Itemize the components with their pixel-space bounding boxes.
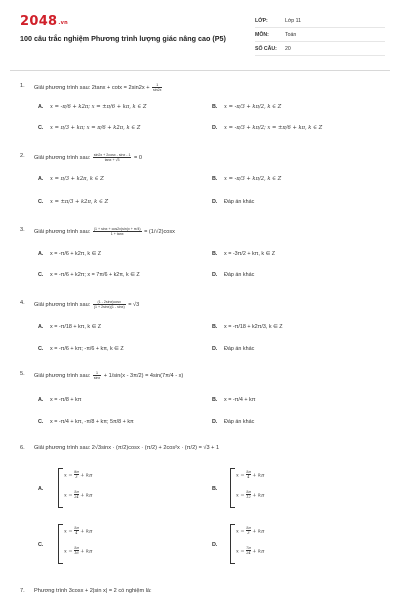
option-letter: C.: [38, 199, 44, 205]
question-prefix: Giải phương trình sau:: [34, 154, 91, 161]
fraction: [93, 300, 126, 309]
frac-num: 5π: [246, 470, 251, 474]
option-letter: A.: [38, 104, 44, 110]
meta-value: Lớp 11: [285, 18, 301, 24]
option-d[interactable]: [212, 199, 254, 205]
meta-row-count: [255, 44, 385, 56]
option-d[interactable]: [212, 272, 254, 278]
option-text: x = -3π/2 + kπ, k ∈ Z: [224, 251, 276, 257]
option-c-letter[interactable]: [38, 542, 50, 548]
option-text: x = -π/6 + k2π; x = ±π/6 + kπ, k ∈ Z: [50, 104, 147, 110]
option-c[interactable]: [38, 419, 134, 425]
option-letter: A.: [38, 251, 44, 257]
frac-den: 16: [74, 551, 79, 556]
question-suffix: = √3: [128, 301, 140, 308]
rhs: + kπ: [252, 528, 265, 535]
option-text: x = -π/18 + kπ, k ∈ Z: [50, 324, 102, 330]
lhs: x =: [64, 548, 73, 555]
fraction: [93, 153, 132, 162]
frac-den: 4: [247, 475, 250, 480]
option-text: x = -π/4 + kπ, -π/8 + kπ; 5π/8 + kπ: [50, 419, 134, 425]
option-text: Đáp án khác: [224, 272, 255, 278]
question-text: [34, 300, 139, 309]
question-prefix: Giải phương trình sau:: [34, 372, 91, 379]
option-letter: C.: [38, 419, 44, 425]
solution-line: [64, 470, 92, 480]
option-text: x = -π/8 + kπ: [50, 397, 82, 403]
lhs: x =: [236, 528, 245, 535]
option-c[interactable]: [38, 125, 140, 131]
option-text: x = ±π/3 + k2π, k ∈ Z: [50, 199, 109, 205]
option-a[interactable]: [38, 251, 101, 257]
question-text: [34, 83, 163, 92]
fraction-numerator: 1: [93, 371, 101, 376]
option-a-letter[interactable]: [38, 486, 50, 492]
option-b[interactable]: [212, 104, 281, 110]
option-letter: B.: [212, 251, 218, 257]
rhs: + kπ: [80, 528, 93, 535]
solution-line: [64, 490, 92, 500]
bracket: [230, 468, 235, 508]
bracket: [58, 524, 63, 564]
option-a[interactable]: [38, 324, 101, 330]
option-d[interactable]: [212, 346, 254, 352]
frac-num: 8π: [74, 470, 79, 474]
frac-num: 5π: [74, 490, 79, 494]
question-number: 3.: [20, 227, 25, 233]
frac-den: 4: [75, 531, 78, 536]
fraction-denominator: sin2x: [153, 88, 162, 92]
option-letter: A.: [38, 324, 44, 330]
frac-den: 3: [75, 475, 78, 480]
lhs: x =: [236, 492, 245, 499]
fraction: [93, 227, 142, 236]
question-text: Phương trình 3cosx + 2|sin x| = 2 có nghiệm là:: [34, 588, 152, 594]
option-b[interactable]: [212, 397, 255, 403]
question-prefix: Giải phương trình sau:: [34, 228, 91, 235]
option-letter: C.: [38, 125, 44, 131]
meta-value: 20: [285, 46, 291, 52]
frac-den: 24: [246, 551, 251, 556]
option-letter: B.: [212, 397, 218, 403]
option-text: x = π/3 + kπ; x = π/6 + k2π, k ∈ Z: [50, 125, 141, 131]
lhs: x =: [236, 472, 245, 479]
frac-num: 7π: [246, 546, 251, 550]
header-divider: [10, 70, 390, 71]
rhs: + kπ: [80, 472, 93, 479]
fraction-numerator: sin2x + 2cosx - sinx - 1: [93, 153, 131, 157]
lhs: x =: [64, 528, 73, 535]
question-number: 4.: [20, 300, 25, 306]
option-text: x = -π/6 + k2π, k ∈ Z: [50, 251, 102, 257]
option-letter: A.: [38, 176, 44, 182]
frac-num: 5π: [246, 490, 251, 494]
question-suffix: = (1/√2)cosx: [144, 228, 175, 235]
logo-suffix: .vn: [58, 20, 69, 26]
option-a[interactable]: [38, 397, 81, 403]
lhs: x =: [64, 492, 73, 499]
option-a[interactable]: [38, 176, 104, 182]
solution-line: [236, 546, 264, 556]
option-d[interactable]: [212, 419, 254, 425]
option-text: x = -π/3 + kπ/2, k ∈ Z: [224, 104, 282, 110]
option-text: x = -π/4 + kπ: [224, 397, 256, 403]
option-c-system[interactable]: [58, 524, 118, 564]
option-letter: B.: [212, 176, 218, 182]
option-letter: B.: [212, 486, 218, 492]
frac-den: 3: [247, 531, 250, 536]
option-letter: D.: [212, 346, 218, 352]
option-letter: D.: [212, 199, 218, 205]
option-a-system[interactable]: [58, 468, 118, 508]
option-c[interactable]: [38, 346, 124, 352]
option-text: Đáp án khác: [224, 419, 255, 425]
question-suffix: + 1/sin(x - 3π/2) = 4sin(7π/4 - x): [103, 372, 184, 379]
question-number: 5.: [20, 371, 25, 377]
frac-num: 5π: [246, 526, 251, 530]
option-b[interactable]: [212, 251, 275, 257]
option-b-system[interactable]: [230, 468, 290, 508]
fraction: [152, 83, 162, 92]
meta-key: LỚP:: [255, 18, 268, 24]
fraction-denominator: sinx: [93, 376, 101, 380]
question-suffix: = 0: [134, 154, 142, 161]
frac-den: 12: [246, 495, 251, 500]
option-letter: D.: [212, 272, 218, 278]
fraction-numerator: (1 + sinx + cos2x)sin(x + π/4): [93, 227, 141, 231]
option-text: x = -π/6 + kπ; -π/6 + kπ, k ∈ Z: [50, 346, 124, 352]
fraction-numerator: 1: [152, 83, 162, 88]
option-text: Đáp án khác: [224, 346, 255, 352]
rhs: + kπ: [252, 548, 265, 555]
option-letter: D.: [212, 542, 218, 548]
lhs: x =: [236, 548, 245, 555]
question-text: Giải phương trình sau: 2√3sinx · (π/2)cosx · (π/2) + 2cos²x · (π/2) = √3 + 1: [34, 445, 220, 451]
rhs: + kπ: [80, 492, 93, 499]
frac-num: 5π: [74, 526, 79, 530]
question-prefix: Giải phương trình sau: 2tanx + cotx = 2sin2x +: [34, 84, 150, 91]
question-number: 6.: [20, 445, 25, 451]
fraction: [93, 371, 101, 380]
option-d[interactable]: [212, 125, 322, 131]
solution-line: [236, 490, 264, 500]
solution-line: [236, 526, 264, 536]
fraction-denominator: tanx + √3: [104, 158, 120, 162]
document-header: [0, 0, 400, 68]
question-text: [34, 371, 183, 380]
solution-line: [64, 546, 92, 556]
question-text: [34, 153, 142, 162]
question-number: 2.: [20, 153, 25, 159]
fraction-denominator: (1 + 2sinx)(1 - sinx): [93, 305, 125, 309]
question-number: 1.: [20, 83, 25, 89]
bracket: [58, 468, 63, 508]
question-prefix: Giải phương trình sau:: [34, 301, 91, 308]
option-d-letter[interactable]: [212, 542, 224, 548]
fraction-denominator: 1 + tanx: [110, 232, 124, 236]
option-letter: D.: [212, 419, 218, 425]
meta-key: SỐ CÂU:: [255, 46, 277, 52]
meta-row-class: [255, 16, 385, 28]
rhs: + kπ: [80, 548, 93, 555]
meta-value: Toán: [285, 32, 297, 38]
option-letter: A.: [38, 397, 44, 403]
option-letter: C.: [38, 272, 44, 278]
option-b[interactable]: [212, 324, 283, 330]
option-text: x = -π/3 + kπ/2; x = ±π/6 + kπ, k ∈ Z: [224, 125, 323, 131]
meta-key: MÔN:: [255, 32, 269, 38]
logo-text: 2048: [20, 14, 58, 29]
option-b-letter[interactable]: [212, 486, 224, 492]
meta-row-subject: [255, 30, 385, 42]
option-letter: B.: [212, 324, 218, 330]
option-c[interactable]: [38, 272, 140, 278]
fraction-numerator: (1 - 2sinx)cosx: [93, 300, 126, 305]
page-title: 100 câu trắc nghiệm Phương trình lượng giác nâng cao (P5): [20, 34, 226, 43]
site-logo[interactable]: [20, 14, 68, 29]
meta-panel: [255, 16, 385, 58]
bracket: [230, 524, 235, 564]
option-a[interactable]: [38, 104, 146, 110]
option-letter: B.: [212, 104, 218, 110]
solution-line: [64, 526, 92, 536]
option-c[interactable]: [38, 199, 108, 205]
frac-den: 24: [74, 495, 79, 500]
option-text: x = -π/18 + k2π/3, k ∈ Z: [224, 324, 283, 330]
option-letter: C.: [38, 346, 44, 352]
option-text: x = -π/3 + kπ/2, k ∈ Z: [224, 176, 282, 182]
rhs: + kπ: [252, 492, 265, 499]
option-text: Đáp án khác: [224, 199, 255, 205]
question-text: [34, 227, 175, 236]
frac-num: 5π: [74, 546, 79, 550]
option-letter: A.: [38, 486, 44, 492]
option-letter: D.: [212, 125, 218, 131]
question-number: 7.: [20, 588, 25, 594]
option-b[interactable]: [212, 176, 281, 182]
option-text: x = π/3 + k2π, k ∈ Z: [50, 176, 104, 182]
solution-line: [236, 470, 264, 480]
lhs: x =: [64, 472, 73, 479]
option-text: x = -π/6 + k2π; x = 7π/6 + k2π, k ∈ Z: [50, 272, 140, 278]
option-d-system[interactable]: [230, 524, 290, 564]
option-letter: C.: [38, 542, 44, 548]
rhs: + kπ: [252, 472, 265, 479]
